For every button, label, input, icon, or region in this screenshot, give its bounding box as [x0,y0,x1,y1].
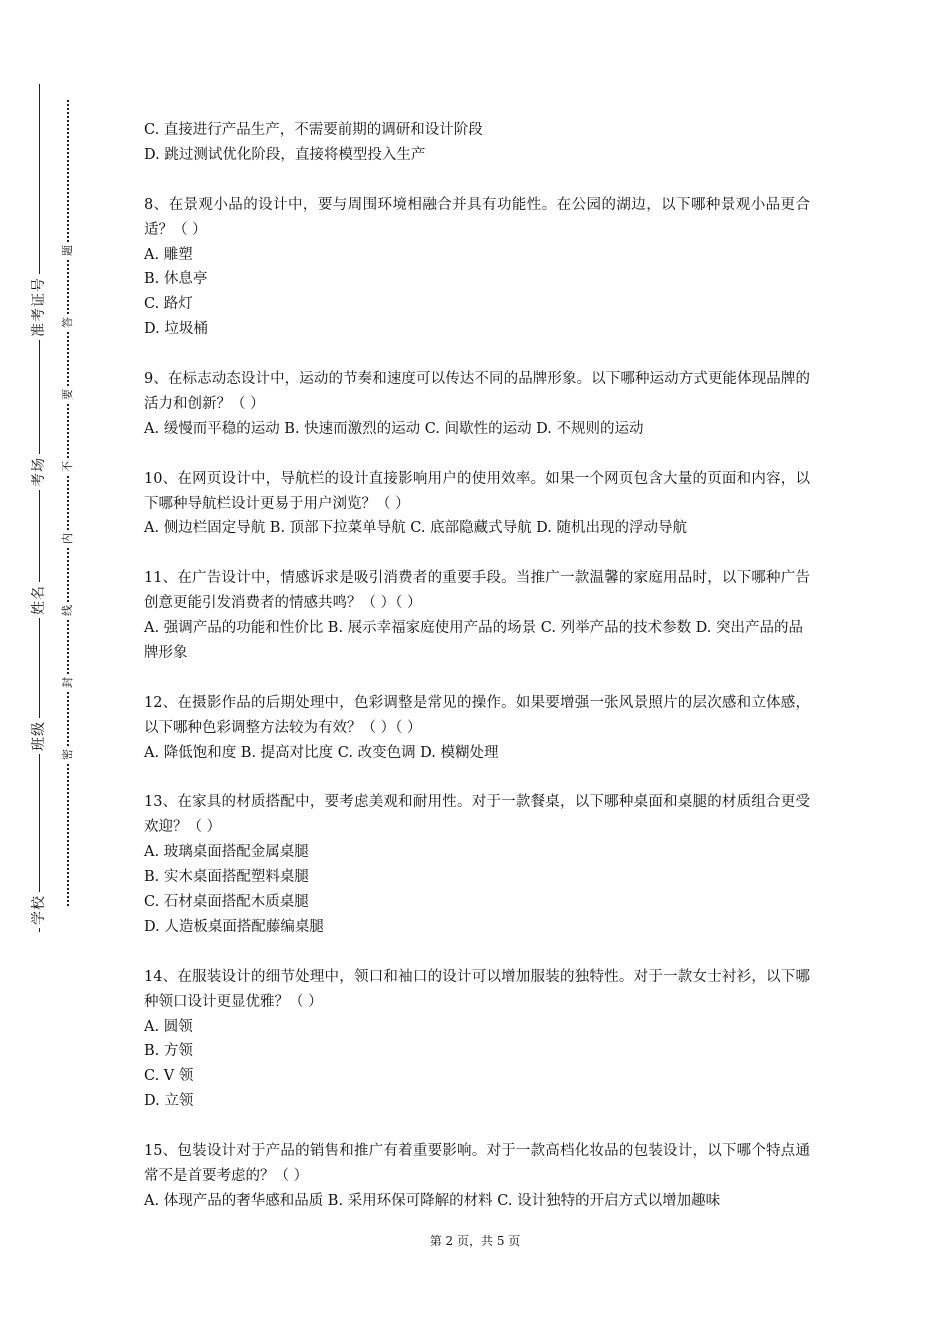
question-7-continued [144,118,810,168]
exam-number-label: 准考证号 [28,274,48,340]
page-number: 第 2 页，共 5 页 [429,1234,521,1248]
option: A. 玻璃桌面搭配金属桌腿 [144,844,309,861]
question-list [144,118,810,1239]
option: C. 路灯 [144,296,193,313]
name-label: 姓名 [28,582,48,618]
option: C. V 领 [144,1068,194,1085]
question-stem: 15、包装设计对于产品的销售和推广有着重要影响。对于一款高档化妆品的包装设计，以下哪个特点通常不是首要考虑的？（ ） [144,1143,810,1184]
exam-room-label: 考场 [28,454,48,490]
seal-char: 封 [61,677,74,688]
class-label: 班级 [28,718,48,754]
seal-char: 题 [61,245,74,256]
question-stem: 12、在摄影作品的后期处理中，色彩调整是常见的操作。如果要增强一张风景照片的层次感和立体感，以下哪种色彩调整方法较为有效？（ ）（ ） [144,694,810,736]
option: D. 人造板桌面搭配藤编桌腿 [144,918,324,935]
question-15 [144,1139,810,1214]
option: A. 圆领 [144,1018,193,1035]
seal-char: 答 [61,317,74,328]
seal-char: 要 [61,389,74,400]
option: B. 休息亭 [144,271,208,288]
question-stem: 11、在广告设计中，情感诉求是吸引消费者的重要手段。当推广一款温馨的家庭用品时，以下哪种广告创意更能引发消费者的情感共鸣？（ ）（ ） [144,570,810,612]
option: B. 方领 [144,1043,193,1060]
option: D. 跳过测试优化阶段，直接将模型投入生产 [144,146,426,163]
options-line: A. 体现产品的奢华感和品质 B. 采用环保可降解的材料 C. 设计独特的开启方式以增加趣味 [144,1192,721,1209]
option: C. 石材桌面搭配木质桌腿 [144,894,309,910]
seal-char: 内 [61,533,74,544]
seal-char: 不 [61,461,74,472]
question-13 [144,790,810,939]
question-11 [144,566,810,666]
school-label: 学校 [28,892,48,928]
binding-solid-line [39,84,40,932]
seal-char: 密 [61,749,74,760]
question-8 [144,193,810,342]
option: D. 垃圾桶 [144,321,208,338]
question-stem: 8、在景观小品的设计中，要与周围环境相融合并具有功能性。在公园的湖边，以下哪种景观小品更合适？（ ） [144,196,810,238]
options-line: A. 降低饱和度 B. 提高对比度 C. 改变色调 D. 模糊处理 [144,744,499,761]
option: C. 直接进行产品生产，不需要前期的调研和设计阶段 [144,122,483,138]
question-10 [144,467,810,542]
question-12 [144,691,810,766]
question-stem: 10、在网页设计中，导航栏的设计直接影响用户的使用效率。如果一个网页包含大量的页面和内容，以下哪种导航栏设计更易于用户浏览？（ ） [144,470,810,512]
option: B. 实木桌面搭配塑料桌腿 [144,869,309,886]
options-line: A. 缓慢而平稳的运动 B. 快速而激烈的运动 C. 间歇性的运动 D. 不规则的运动 [144,420,644,437]
options-line: A. 强调产品的功能和性价比 B. 展示幸福家庭使用产品的场景 C. 列举产品的技术参数 D. 突出产品的品牌形象 [144,620,804,661]
question-9 [144,367,810,442]
question-stem: 14、在服装设计的细节处理中，领口和袖口的设计可以增加服装的独特性。对于一款女士衬衫，以下哪种领口设计更显优雅？（ ） [144,968,810,1010]
seal-dotted-line [67,100,69,906]
question-stem: 9、在标志动态设计中，运动的节奏和速度可以传达不同的品牌形象。以下哪种运动方式更能体现品牌的活力和创新？（ ） [144,371,810,412]
question-14 [144,965,810,1114]
option: D. 立领 [144,1093,194,1110]
seal-char: 线 [61,605,74,616]
option: A. 雕塑 [144,246,193,263]
binding-margin [0,0,100,1344]
question-stem: 13、在家具的材质搭配中，要考虑美观和耐用性。对于一款餐桌，以下哪种桌面和桌腿的材质组合更受欢迎？（ ） [144,794,810,836]
options-line: A. 侧边栏固定导航 B. 顶部下拉菜单导航 C. 底部隐藏式导航 D. 随机出现的浮动导航 [144,520,688,537]
